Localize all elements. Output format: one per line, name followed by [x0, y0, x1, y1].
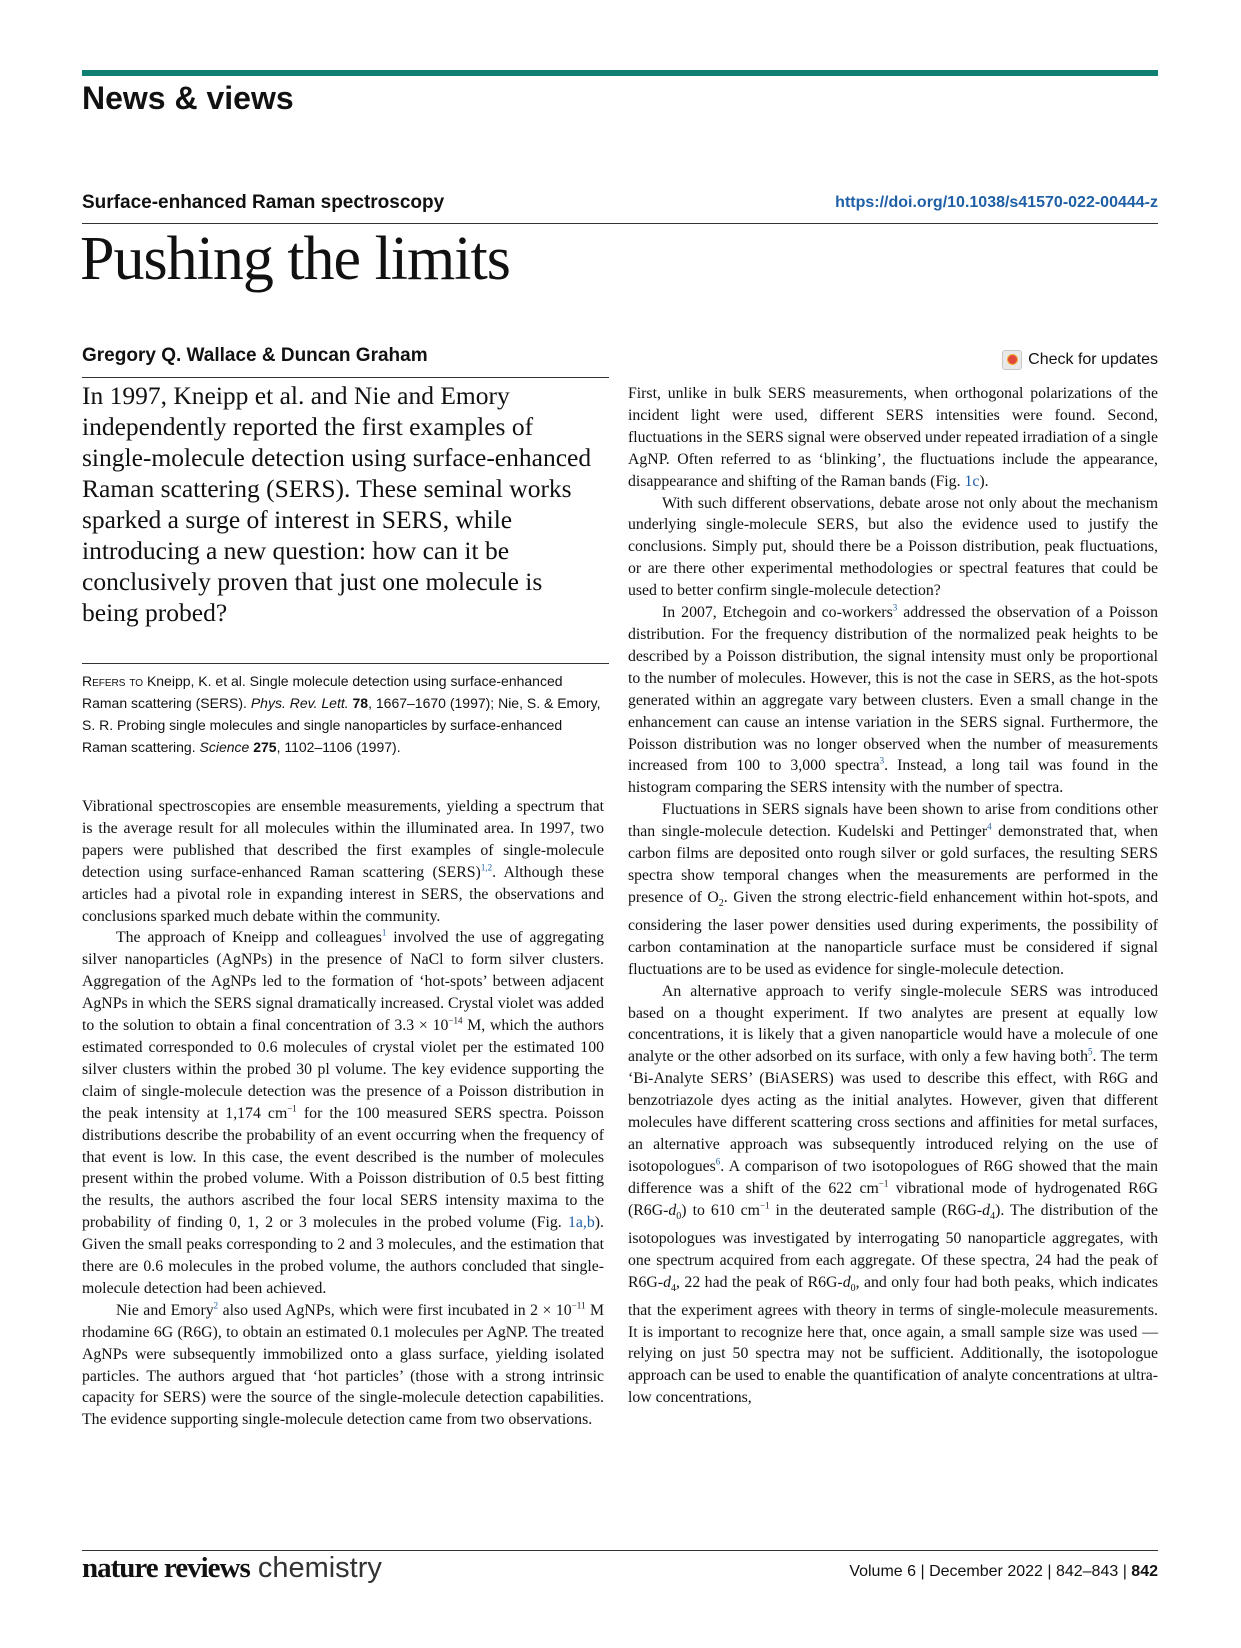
article-title: Pushing the limits [80, 225, 510, 293]
left-paragraph-2: The approach of Kneipp and colleagues$^1$ involved the use of aggregating silver nanoparticles (AgNPs) in the presence of NaCl to form silver clusters. Aggregation of the AgNPs led to the formation of ‘hot-spots’ between adjacent AgNPs in which the SERS signal dramatically increased. Crystal violet was added to the solution to obtain a final concentration of $3.3 \times 10^{-14}$ M, which the authors estimated corresponded to 0.6 molecules of crystal violet per the estimated 100 silver clusters within the probed 30 pl volume. The key evidence supporting the claim of single-molecule detection was the presence of a Poisson distribution in the peak intensity at 1,174 $cm^{-1}$ for the 100 measured SERS spectra. Poisson distributions describe the probability of an event occurring when the frequency of that event is low. In this case, the event described is the number of molecules present within the probed volume. With a Poisson distribution of 0.5 best fitting the results, the authors ascribed the four local SERS intensity maxima to the probability of finding 0, 1, 2 or 3 molecules in the probed volume (Fig. 1a,b). Given the small peaks corresponding to 2 and 3 molecules, and the estimation that there are 0.6 molecules in the probed volume, the authors concluded that single-molecule detection had been achieved. [82, 928, 604, 1297]
doi-link[interactable]: https://doi.org/10.1038/s41570-022-00444-z [835, 194, 1158, 211]
subject-label: Surface-enhanced Raman spectroscopy [82, 192, 445, 213]
figure-link[interactable]: 1c [964, 472, 980, 490]
ref2-journal: Science [199, 739, 250, 755]
standfirst: In 1997, Kneipp et al. and Nie and Emory independently reported the first examples of single-molecule detection using surface-enhanced Raman scattering (SERS). These seminal works sparked a surge of interest in SERS, while introducing a new question: how can it be conclusively proven that just one molecule is being probed? [82, 381, 592, 627]
check-for-updates-button[interactable] [1002, 350, 1158, 370]
footer-rule [82, 1550, 1158, 1551]
journal-logo: nature reviews chemistry [82, 1552, 382, 1584]
ref1-volume: 78 [352, 695, 369, 711]
right-paragraph-4: Fluctuations in SERS signals have been shown to arise from conditions other than single-molecule detection. Kudelski and Pettinger$^4$ demonstrated that, when carbon films are deposited onto rough silver or gold surfaces, the resulting SERS spectra show temporal changes when the measurements are performed in the presence of $O_2$. Given the strong electric-field enhancement within hot-spots, and considering the laser power densities used during experiments, the possibility of carbon contamination at the nanoparticle surface must be considered if signal fluctuations are to be used as evidence for single-molecule detection. [628, 801, 1158, 978]
refers-to-block [82, 670, 602, 758]
volume-info: Volume 6 | December 2022 | 842–843 | 842 [849, 1563, 1158, 1580]
citation-link[interactable]: 4 [987, 821, 992, 832]
citation-link[interactable]: 3 [879, 756, 885, 767]
citation-link[interactable]: 3 [892, 602, 898, 613]
refers-rule [82, 663, 609, 664]
authors: Gregory Q. Wallace & Duncan Graham [82, 345, 428, 366]
citation-link[interactable]: 1,2 [480, 862, 493, 873]
ref2-rest: , 1102–1106 (1997). [276, 739, 401, 755]
citation-link[interactable]: 5 [1087, 1047, 1093, 1058]
citation-link[interactable]: 1 [381, 928, 387, 939]
ref1-rest: , 1667–1670 (1997); Nie, S. & Emory, S. R. Probing single molecules and single nanoparticles by surface-enhanced Raman scattering. [82, 695, 601, 755]
right-paragraph-3: In 2007, Etchegoin and co-workers$^3$ addressed the observation of a Poisson distribution. For the frequency distribution of the normalized peak heights to be described by a Poisson distribution, the signal intensity must only be proportional to the number of molecules. However, this is not the case in SERS, as the hot-spots generated within an aggregate vary between clusters. Even a small change in the enhancement can cause an intense variation in the SERS signal. Furthermore, the Poisson distribution was no longer observed when the number of measurements increased from 100 to 3,000 spectra$^3$. Instead, a long tail was found in the histogram comparing the SERS intensity with the number of spectra. [628, 602, 1158, 797]
standfirst-rule [82, 377, 609, 378]
left-body-column [82, 796, 604, 1431]
left-paragraph-1: Vibrational spectroscopies are ensemble measurements, yielding a spectrum that is the average result for all molecules within the illuminated area. In 1997, two papers were published that described the first examples of single-molecule detection using surface-enhanced Raman scattering (SERS)$^{1,2}$. Although these articles had a pivotal role in expanding interest in SERS, the observations and conclusions sparked much debate within the community. [82, 798, 604, 925]
ref1-text: Kneipp, K. et al. Single molecule detection using surface-enhanced Raman scattering (SERS). [82, 673, 563, 711]
right-paragraph-1: First, unlike in bulk SERS measurements, when orthogonal polarizations of the incident light were used, different SERS intensities were found. Second, fluctuations in the SERS signal were observed under repeated irradiation of a single AgNP. Often referred to as ‘blinking’, the fluctuations include the appearance, disappearance and shifting of the Raman bands (Fig. 1c). [628, 385, 1158, 490]
top-accent-bar [82, 70, 1158, 76]
citation-link[interactable]: 2 [213, 1300, 219, 1311]
figure-link[interactable]: 1a,b [568, 1214, 595, 1232]
page-number: 842 [1131, 1563, 1158, 1580]
right-paragraph-2: With such different observations, debate arose not only about the mechanism underlying single-molecule SERS, but also the evidence used to justify the conclusions. Simply put, should there be a Poisson distribution, peak fluctuations, or are there other experimental methodologies or spectral features that could be used to better confirm single-molecule detection? [628, 494, 1158, 600]
left-paragraph-3: Nie and Emory$^2$ also used AgNPs, which were first incubated in $2 \times 10^{-11}$ M rhodamine 6G (R6G), to obtain an estimated 0.1 molecules per AgNP. The treated AgNPs were subsequently immobilized onto a glass surface, yielding isolated particles. The authors argued that ‘hot particles’ (those with a strong intrinsic capacity for SERS) were the source of the single-molecule detection capabilities. The evidence supporting single-molecule detection came from two observations. [82, 1300, 605, 1429]
refers-to-label: Refers to [82, 673, 144, 689]
right-body-column [628, 383, 1158, 1409]
crossmark-icon [1002, 350, 1022, 370]
ref2-volume: 275 [253, 739, 277, 755]
right-paragraph-5: An alternative approach to verify single-molecule SERS was introduced based on a thought experiment. If two analytes are present at equally low concentrations, it is likely that a given nanoparticle would have a molecule of one analyte or the other adsorbed on its surface, with only a few having both$^5$. The term ‘Bi-Analyte SERS’ (BiASERS) was used to describe this effect, with R6G and benzotriazole dyes acting as the initial analytes. However, given that different molecules have different scattering cross sections and affinities for metal surfaces, an alternative approach was subsequently introduced relying on the use of isotopologues$^6$. A comparison of two isotopologues of R6G showed that the main difference was a shift of the 622 $cm^{-1}$ vibrational mode of hydrogenated R6G $(R6G-d_0)$ to 610 $cm^{-1}$ in the deuterated sample $(R6G-d_4)$. The distribution of the isotopologues was investigated by interrogating 50 nanoparticle aggregates, with one spectrum acquired from each aggregate. Of these spectra, 24 had the peak of $R6G-d_4$, 22 had the peak of $R6G-d_0$, and only four had both peaks, which indicates that the experiment agrees with theory in terms of single-molecule measurements. It is important to recognize here that, once again, a small sample size was used — relying on just 50 spectra may not be sufficient. Additionally, the isotopologue approach can be used to enable the quantification of analyte concentrations at ultra-low concentrations, [628, 982, 1158, 1407]
citation-link[interactable]: 6 [715, 1156, 721, 1167]
ref1-journal: Phys. Rev. Lett. [250, 695, 349, 711]
section-label: News & views [82, 80, 294, 116]
check-for-updates-label: Check for updates [1028, 351, 1158, 368]
